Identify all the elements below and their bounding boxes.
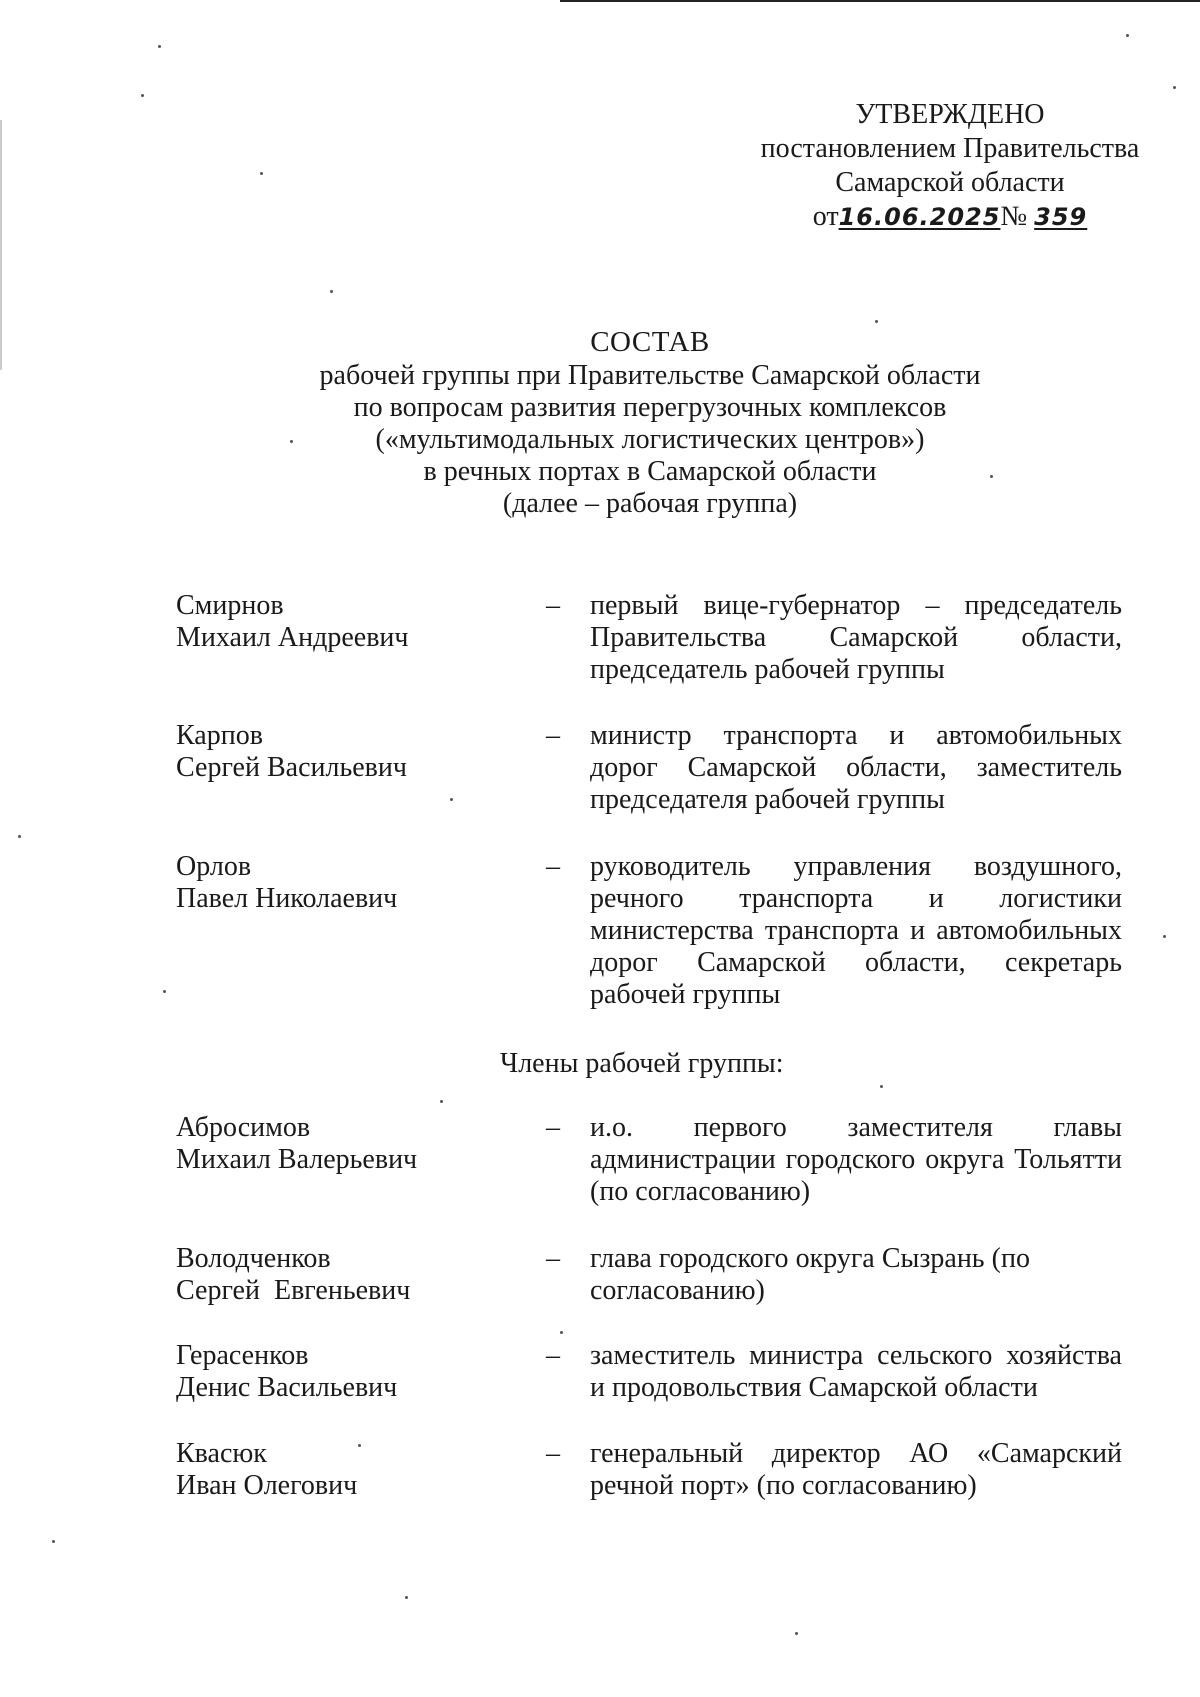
scan-speck — [358, 1444, 361, 1447]
handwritten-date: 16.06.2025 — [838, 203, 1001, 231]
member-surname: Орлов — [176, 851, 252, 882]
member-surname: Абросимов — [176, 1112, 311, 1143]
approval-stamp-block — [700, 98, 1200, 234]
members-section-header: Члены рабочей группы: — [500, 1048, 784, 1079]
member-surname: Квасюк — [176, 1438, 267, 1469]
member-name — [176, 1438, 506, 1502]
scan-speck — [290, 440, 293, 443]
member-role: первый вице-губернатор – председатель Правительства Самарской области, председатель рабочей группы — [590, 590, 1122, 685]
member-given-name: Денис Васильевич — [176, 1372, 398, 1403]
member-given-name: Павел Николаевич — [176, 883, 398, 914]
scan-speck — [440, 1100, 443, 1103]
number-sign: № — [1000, 201, 1028, 232]
scan-speck — [1163, 935, 1166, 938]
scan-speck — [163, 990, 166, 993]
member-name — [176, 1243, 506, 1307]
scan-speck — [141, 94, 144, 97]
member-surname: Карпов — [176, 720, 263, 751]
title-line-4: в речных портах в Самарской области — [423, 456, 877, 487]
member-given-name: Михаил Валерьевич — [176, 1144, 418, 1175]
member-role: руководитель управления воздушного, речного транспорта и логистики министерства транспорта и автомобильных дорог Самарской области, секретарь рабочей группы — [590, 851, 1122, 1010]
title-line-2: по вопросам развития перегрузочных комплексов — [353, 392, 947, 423]
dash-separator: – — [546, 1340, 560, 1371]
member-name — [176, 851, 506, 915]
member-role: министр транспорта и автомобильных дорог Самарской области, заместитель председателя рабочей группы — [590, 720, 1122, 815]
scan-speck — [795, 1632, 798, 1635]
approval-line-2: Самарской области — [835, 167, 1065, 198]
title-line-5: (далее – рабочая группа) — [502, 488, 798, 519]
member-role: генеральный директор АО «Самарский речной порт» (по согласованию) — [590, 1438, 1122, 1501]
member-surname: Герасенков — [176, 1340, 309, 1371]
scan-speck — [880, 1085, 883, 1088]
member-surname: Володченков — [176, 1243, 331, 1274]
dash-separator: – — [546, 1243, 560, 1274]
scan-speck — [405, 1596, 408, 1599]
scan-speck — [260, 172, 263, 175]
scan-speck — [450, 798, 453, 801]
dash-separator: – — [546, 590, 560, 621]
member-given-name: Михаил Андреевич — [176, 622, 409, 653]
scan-speck — [330, 290, 333, 293]
member-role: и.о. первого заместителя главы администрации городского округа Тольятти (по согласованию) — [590, 1112, 1122, 1207]
approval-line-1: постановлением Правительства — [760, 133, 1140, 164]
scan-edge-line-left — [0, 120, 2, 370]
dash-separator: – — [546, 851, 560, 882]
handwritten-number: 359 — [1034, 203, 1088, 231]
document-title: СОСТАВ — [590, 326, 710, 358]
scan-speck — [990, 475, 993, 478]
scan-edge-line — [560, 0, 1200, 2]
title-line-3: («мультимодальных логистических центров») — [375, 424, 925, 455]
scan-speck — [1173, 86, 1176, 89]
dash-separator: – — [546, 720, 560, 751]
member-given-name: Сергей Евгеньевич — [176, 1275, 411, 1306]
approval-date-line — [700, 200, 1200, 234]
title-line-1: рабочей группы при Правительстве Самарской области — [319, 360, 981, 391]
member-name — [176, 720, 506, 784]
scan-speck — [18, 835, 21, 838]
scan-speck — [875, 320, 878, 323]
member-name — [176, 590, 506, 654]
member-name — [176, 1340, 506, 1404]
approval-heading: УТВЕРЖДЕНО — [855, 99, 1045, 130]
member-given-name: Иван Олегович — [176, 1470, 358, 1501]
scan-speck — [158, 45, 161, 48]
dash-separator: – — [546, 1438, 560, 1469]
member-surname: Смирнов — [176, 590, 284, 621]
member-role: глава городского округа Сызрань (по согласованию) — [590, 1243, 1030, 1306]
dash-separator: – — [546, 1112, 560, 1143]
member-name — [176, 1112, 506, 1176]
date-prefix: от — [812, 201, 839, 232]
scan-speck — [1126, 34, 1129, 37]
member-given-name: Сергей Васильевич — [176, 752, 407, 783]
document-title-block — [200, 326, 1100, 520]
scan-speck — [560, 1331, 563, 1334]
member-role: заместитель министра сельского хозяйства и продовольствия Самарской области — [590, 1340, 1122, 1403]
scan-speck — [52, 1540, 55, 1543]
